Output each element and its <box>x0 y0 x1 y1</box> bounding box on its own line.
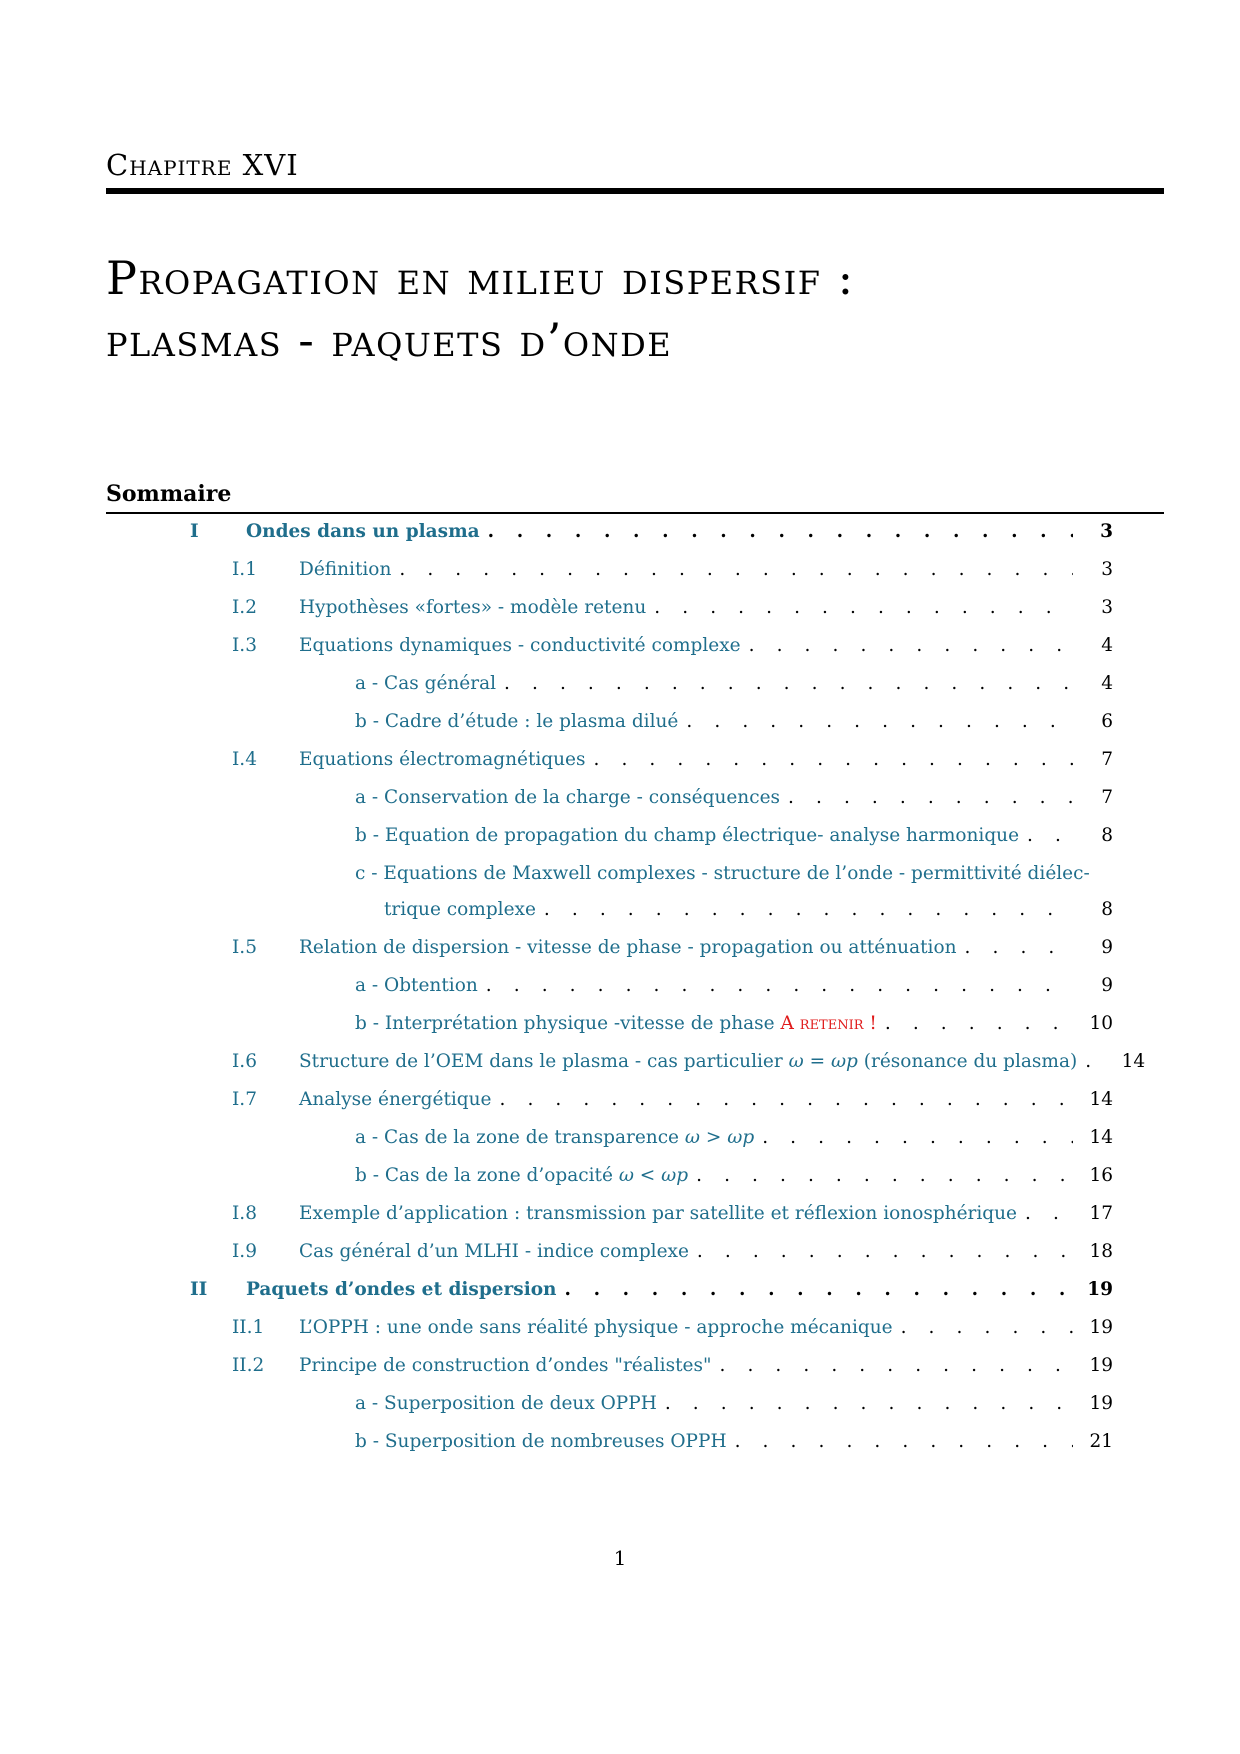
chapter-title <box>106 247 1166 371</box>
toc-page-number: 19 <box>1089 1393 1113 1414</box>
toc-leader-dots <box>749 634 1073 658</box>
toc-leader-dots <box>762 1126 1073 1150</box>
toc-entry-number: I.4 <box>232 749 257 770</box>
toc-entry-I-3[interactable] <box>232 634 1113 658</box>
toc-entry-number: I.6 <box>232 1051 257 1072</box>
toc-page-number: 8 <box>1101 825 1113 846</box>
toc-entry-title <box>355 1164 688 1188</box>
toc-entry-I[interactable] <box>190 520 1113 544</box>
toc-leader-dots <box>901 1316 1073 1340</box>
toc-entry-number: II.1 <box>232 1317 265 1338</box>
toc-page-number: 14 <box>1089 1089 1113 1110</box>
retenir-a: A <box>780 1013 794 1034</box>
toc-entry-title <box>355 1126 754 1150</box>
toc-entry-title: Equations dynamiques - conductivité complexe <box>299 635 741 656</box>
toc-entry-number: I.9 <box>232 1241 257 1262</box>
toc-page-number: 19 <box>1089 1317 1113 1338</box>
toc-entry-title: a - Superposition de deux OPPH <box>355 1393 657 1414</box>
chapter-title-line: Propagation en milieu dispersif : <box>106 251 855 305</box>
toc-entry-I-7-a[interactable] <box>355 1126 1113 1150</box>
toc-entry-title: Ondes dans un plasma <box>246 521 480 542</box>
toc-entry-II-2-b[interactable] <box>355 1430 1113 1454</box>
toc-leader-dots <box>788 786 1073 810</box>
toc-page-number: 19 <box>1089 1355 1113 1376</box>
toc-entry-I-8[interactable] <box>232 1202 1113 1226</box>
toc-entry-title <box>299 1050 1077 1074</box>
sommaire-heading: Sommaire <box>106 481 232 507</box>
toc-entry-II-2-a[interactable] <box>355 1392 1113 1416</box>
toc-page-number: 3 <box>1100 521 1113 542</box>
toc-entry-I-7[interactable] <box>232 1088 1113 1112</box>
retenir-bang: ! <box>869 1013 877 1034</box>
toc-entry-title: L’OPPH : une onde sans réalité physique - approche mécanique <box>299 1317 893 1338</box>
toc-entry-title: b - Cadre d’étude : le plasma dilué <box>355 711 679 732</box>
toc-leader-dots <box>885 1012 1073 1036</box>
toc-entry-title: b - Equation de propagation du champ électrique- analyse harmonique <box>355 825 1020 846</box>
toc-entry-title-text: Structure de l’OEM dans le plasma - cas particulier <box>299 1051 783 1072</box>
toc-page-number: 7 <box>1101 749 1113 770</box>
toc-entry-I-4-c[interactable] <box>355 862 1113 922</box>
toc-leader-dots <box>1025 1202 1073 1226</box>
toc-page-number: 3 <box>1101 597 1113 618</box>
toc-entry-I-3-b[interactable] <box>355 710 1113 734</box>
toc-page-number: 14 <box>1089 1127 1113 1148</box>
toc-leader-dots <box>965 936 1073 960</box>
toc-leader-dots <box>544 898 1073 922</box>
toc-page-number: 4 <box>1101 673 1113 694</box>
chapter-rule <box>106 188 1164 194</box>
toc-entry-number: I.7 <box>232 1089 257 1110</box>
toc-entry-I-9[interactable] <box>232 1240 1113 1264</box>
toc-entry-number: I.8 <box>232 1203 257 1224</box>
sommaire-rule <box>106 512 1164 514</box>
toc-leader-dots <box>565 1278 1073 1302</box>
toc-entry-I-3-a[interactable] <box>355 672 1113 696</box>
toc-entry-I-4-a[interactable] <box>355 786 1113 810</box>
toc-page-number: 14 <box>1121 1051 1146 1072</box>
toc-entry-title: a - Obtention <box>355 975 478 996</box>
toc-page-number: 7 <box>1101 787 1113 808</box>
toc-leader-dots <box>486 974 1073 998</box>
toc-page-number: 6 <box>1101 711 1113 732</box>
toc-entry-title: Analyse énergétique <box>299 1089 492 1110</box>
toc-page-number: 19 <box>1087 1279 1113 1300</box>
toc-leader-dots <box>594 748 1074 772</box>
toc-entry-II-2[interactable] <box>232 1354 1113 1378</box>
toc-entry-II-1[interactable] <box>232 1316 1113 1340</box>
toc-leader-dots <box>697 1240 1073 1264</box>
toc-leader-dots <box>654 596 1073 620</box>
toc-leader-dots <box>399 558 1073 582</box>
toc-page-number: 4 <box>1101 635 1113 656</box>
chapter-title-line: plasmas - paquets d’onde <box>106 313 673 367</box>
toc-entry-number: II <box>190 1279 208 1300</box>
toc-entry-title <box>355 1012 877 1036</box>
toc-leader-dots <box>504 672 1073 696</box>
toc-leader-dots <box>696 1164 1073 1188</box>
toc-page-number: 3 <box>1101 559 1113 580</box>
toc-leader-dots <box>735 1430 1073 1454</box>
toc-entry-title-text: b - Interprétation physique -vitesse de phase <box>355 1013 775 1034</box>
toc-entry-I-5-b[interactable] <box>355 1012 1113 1036</box>
toc-leader-dots <box>686 710 1073 734</box>
toc-entry-title: a - Conservation de la charge - conséquences <box>355 787 781 808</box>
toc-entry-I-4-b[interactable] <box>355 824 1113 848</box>
toc-entry-title-text: b - Cas de la zone d’opacité <box>355 1165 613 1186</box>
toc-entry-title: Relation de dispersion - vitesse de phase - propagation ou atténuation <box>299 937 957 958</box>
toc-entry-title-text: a - Cas de la zone de transparence <box>355 1127 680 1148</box>
toc-entry-title: Exemple d’application : transmission par satellite et réflexion ionosphérique <box>299 1203 1018 1224</box>
toc-leader-dots <box>1027 824 1073 848</box>
toc-entry-I-1[interactable] <box>232 558 1113 582</box>
toc-page-number: 9 <box>1101 975 1113 996</box>
toc-entry-II[interactable] <box>190 1278 1113 1302</box>
toc-entry-I-6[interactable] <box>232 1050 1146 1074</box>
toc-entry-title-continued: trique complexe <box>384 899 536 920</box>
retenir-word: retenir <box>799 1013 864 1034</box>
toc-formula: ω = ωp <box>788 1051 858 1072</box>
toc-entry-title: Principe de construction d’ondes "réalistes" <box>299 1355 712 1376</box>
toc-leader-dots <box>488 520 1073 544</box>
toc-entry-I-7-b[interactable] <box>355 1164 1113 1188</box>
toc-page-number: 21 <box>1089 1431 1113 1452</box>
toc-leader-dots <box>1085 1050 1105 1074</box>
toc-formula: ω < ωp <box>618 1165 689 1186</box>
toc-page-number: 17 <box>1089 1203 1113 1224</box>
toc-entry-title: a - Cas général <box>355 673 497 694</box>
toc-entry-I-4[interactable] <box>232 748 1113 772</box>
toc-entry-number: II.2 <box>232 1355 265 1376</box>
toc-entry-number: I <box>190 521 199 542</box>
toc-leader-dots <box>500 1088 1074 1112</box>
toc-entry-title: Cas général d’un MLHI - indice complexe <box>299 1241 689 1262</box>
toc-entry-number: I.2 <box>232 597 257 618</box>
toc-leader-dots <box>665 1392 1073 1416</box>
page-number: 1 <box>613 1546 627 1570</box>
toc-page-number: 8 <box>1101 899 1113 920</box>
retenir-highlight <box>781 1013 877 1034</box>
toc-entry-title: Equations électromagnétiques <box>299 749 586 770</box>
toc-entry-I-2[interactable] <box>232 596 1113 620</box>
toc-leader-dots <box>719 1354 1073 1378</box>
chapter-label: Chapitre XVI <box>106 148 299 182</box>
toc-page-number: 9 <box>1101 937 1113 958</box>
toc-entry-title: c - Equations de Maxwell complexes - structure de l’onde - permittivité diélec- <box>355 863 1090 884</box>
toc-entry-I-5-a[interactable] <box>355 974 1113 998</box>
toc-entry-number: I.3 <box>232 635 257 656</box>
toc-entry-number: I.5 <box>232 937 257 958</box>
toc-entry-title: Paquets d’ondes et dispersion <box>246 1279 557 1300</box>
toc-entry-I-5[interactable] <box>232 936 1113 960</box>
toc-formula: ω > ωp <box>684 1127 755 1148</box>
toc-page-number: 16 <box>1089 1165 1113 1186</box>
toc-page-number: 10 <box>1089 1013 1113 1034</box>
toc-entry-title: Définition <box>299 559 392 580</box>
toc-page-number: 18 <box>1089 1241 1113 1262</box>
toc-entry-title: b - Superposition de nombreuses OPPH <box>355 1431 727 1452</box>
toc-entry-title: Hypothèses «fortes» - modèle retenu <box>299 597 647 618</box>
toc-entry-title-text-after: (résonance du plasma) <box>863 1051 1078 1072</box>
toc-entry-number: I.1 <box>232 559 257 580</box>
